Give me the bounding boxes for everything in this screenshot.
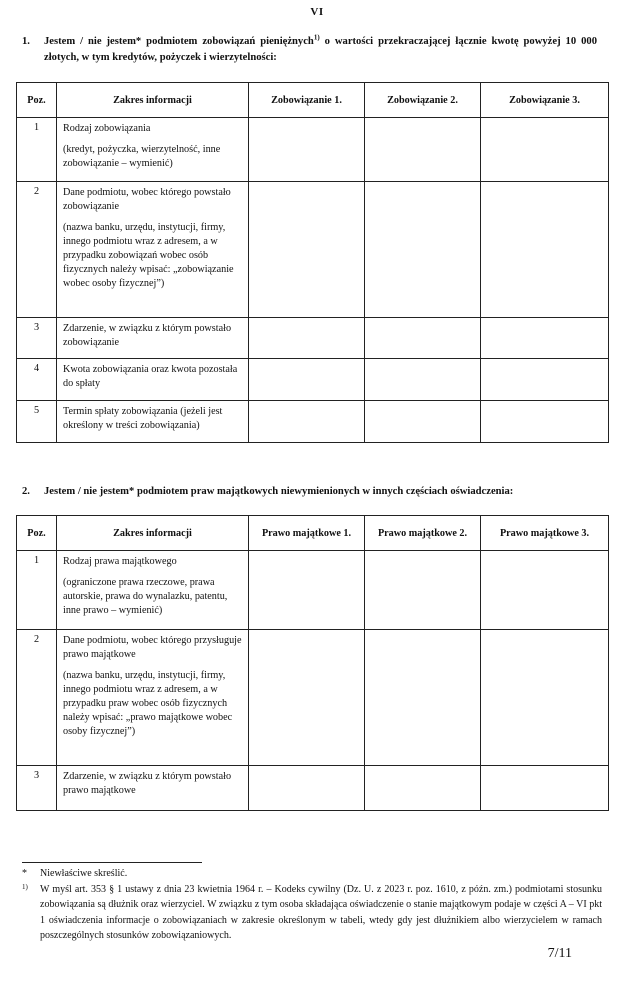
- col-header-item-2: Prawo majątkowe 2.: [365, 516, 481, 551]
- col-header-zakres: Zakres informacji: [57, 516, 249, 551]
- footnote-text: Niewłaściwe skreślić.: [40, 868, 128, 879]
- row-hint: (nazwa banku, urzędu, instytucji, firmy, innego podmiotu wraz z adresem, a w przypadku praw wobec osób fizycznych należy wpisać: „prawo majątkowe wobec osoby fizycznej”): [63, 670, 233, 737]
- row-title: Dane podmiotu, wobec którego przysługuje prawo majątkowe: [63, 635, 242, 660]
- entry-cell[interactable]: [365, 318, 481, 359]
- col-header-poz: Poz.: [17, 83, 57, 118]
- table-header-row: [17, 83, 609, 118]
- table-row: [17, 182, 609, 318]
- col-header-item-3: Zobowiązanie 3.: [481, 83, 609, 118]
- row-title: Rodzaj zobowiązania: [63, 123, 151, 134]
- page-number: 7/11: [547, 946, 572, 961]
- table-row: [17, 551, 609, 630]
- row-number: 3: [17, 766, 57, 811]
- entry-cell[interactable]: [365, 766, 481, 811]
- footnote-divider: [22, 862, 202, 863]
- row-title: Dane podmiotu, wobec którego powstało zobowiązanie: [63, 187, 231, 212]
- row-number: 1: [17, 551, 57, 630]
- col-header-item-1: Zobowiązanie 1.: [249, 83, 365, 118]
- entry-cell[interactable]: [481, 182, 609, 318]
- col-header-item-1: Prawo majątkowe 1.: [249, 516, 365, 551]
- section2-number: 2.: [22, 486, 30, 497]
- footnote-mark: 1): [22, 883, 28, 891]
- row-description: [57, 318, 249, 359]
- row-title: Kwota zobowiązania oraz kwota pozostała do spłaty: [63, 364, 238, 389]
- entry-cell[interactable]: [249, 766, 365, 811]
- entry-cell[interactable]: [365, 630, 481, 766]
- row-number: 2: [17, 182, 57, 318]
- row-number: 3: [17, 318, 57, 359]
- section1-heading-text: Jestem / nie jestem* podmiotem zobowiązań pieniężnych: [44, 36, 314, 47]
- row-number: 1: [17, 118, 57, 182]
- row-title: Zdarzenie, w związku z którym powstało zobowiązanie: [63, 323, 232, 348]
- entry-cell[interactable]: [481, 551, 609, 630]
- entry-cell[interactable]: [249, 551, 365, 630]
- row-description: [57, 766, 249, 811]
- entry-cell[interactable]: [249, 630, 365, 766]
- entry-cell[interactable]: [481, 766, 609, 811]
- entry-cell[interactable]: [481, 359, 609, 401]
- row-number: 5: [17, 401, 57, 443]
- col-header-zakres: Zakres informacji: [57, 83, 249, 118]
- entry-cell[interactable]: [365, 118, 481, 182]
- footnote-asterisk: [22, 866, 602, 881]
- table-header-row: [17, 516, 609, 551]
- footnote-mark: *: [22, 868, 27, 879]
- section1-heading-text-cont: o wartości przekraczającej łącznie kwotę powyżej 10 000 złotych, w tym kredytów, pożyczek i wierzytelności:: [44, 36, 598, 63]
- table-row: [17, 118, 609, 182]
- entry-cell[interactable]: [249, 401, 365, 443]
- row-description: [57, 182, 249, 318]
- row-hint: (nazwa banku, urzędu, instytucji, firmy, innego podmiotu wraz z adresem, a w przypadku zobowiązań wobec osób fizycznych należy wpisać: „zobowiązanie wobec osoby fizycznej”): [63, 222, 234, 289]
- entry-cell[interactable]: [249, 118, 365, 182]
- entry-cell[interactable]: [481, 401, 609, 443]
- row-number: 4: [17, 359, 57, 401]
- entry-cell[interactable]: [481, 630, 609, 766]
- table-row: [17, 766, 609, 811]
- row-number: 2: [17, 630, 57, 766]
- row-description: [57, 359, 249, 401]
- section2-heading-text: Jestem / nie jestem* podmiotem praw majątkowych niewymienionych w innych częściach oświadczenia:: [44, 486, 514, 497]
- table-row: [17, 630, 609, 766]
- liabilities-table: [16, 82, 609, 443]
- col-header-item-2: Zobowiązanie 2.: [365, 83, 481, 118]
- row-hint: (ograniczone prawa rzeczowe, prawa autorskie, prawa do wynalazku, patentu, inne prawo – wymienić): [63, 577, 228, 616]
- row-description: [57, 401, 249, 443]
- entry-cell[interactable]: [249, 318, 365, 359]
- row-title: Zdarzenie, w związku z którym powstało prawo majątkowe: [63, 771, 232, 796]
- entry-cell[interactable]: [481, 318, 609, 359]
- section-title: VI: [310, 6, 324, 18]
- entry-cell[interactable]: [365, 401, 481, 443]
- property-rights-table: [16, 515, 609, 811]
- entry-cell[interactable]: [249, 182, 365, 318]
- entry-cell[interactable]: [481, 118, 609, 182]
- section1-heading: [22, 34, 597, 65]
- row-title: Termin spłaty zobowiązania (jeżeli jest określony w treści zobowiązania): [63, 406, 223, 431]
- entry-cell[interactable]: [365, 551, 481, 630]
- entry-cell[interactable]: [365, 182, 481, 318]
- row-hint: (kredyt, pożyczka, wierzytelność, inne zobowiązanie – wymienić): [63, 144, 221, 169]
- col-header-poz: Poz.: [17, 516, 57, 551]
- section1-number: 1.: [22, 36, 30, 47]
- row-description: [57, 551, 249, 630]
- col-header-item-3: Prawo majątkowe 3.: [481, 516, 609, 551]
- section2-heading: [22, 484, 597, 500]
- row-title: Rodzaj prawa majątkowego: [63, 556, 177, 567]
- footnote-1: [22, 882, 602, 944]
- row-description: [57, 118, 249, 182]
- table-row: [17, 318, 609, 359]
- table-row: [17, 359, 609, 401]
- footnote-text: W myśl art. 353 § 1 ustawy z dnia 23 kwietnia 1964 r. – Kodeks cywilny (Dz. U. z 2023 r. poz. 1610, z późn. zm.) podmiotami stosunku zobowiązania są dłużnik oraz wierzyciel. W związku z tym osoba składająca oświadczenie o stanie majątkowym podaje w części A – VI pkt 1 oświadczenia informacje o zobowiązaniach w zakresie określonym w tabeli, wtedy gdy jest dłużnikiem albo wierzycielem w ramach poszczególnych stosunków zobowiązaniowych.: [40, 884, 602, 942]
- row-description: [57, 630, 249, 766]
- table-row: [17, 401, 609, 443]
- entry-cell[interactable]: [365, 359, 481, 401]
- footnote-ref-1: 1): [313, 33, 320, 42]
- entry-cell[interactable]: [249, 359, 365, 401]
